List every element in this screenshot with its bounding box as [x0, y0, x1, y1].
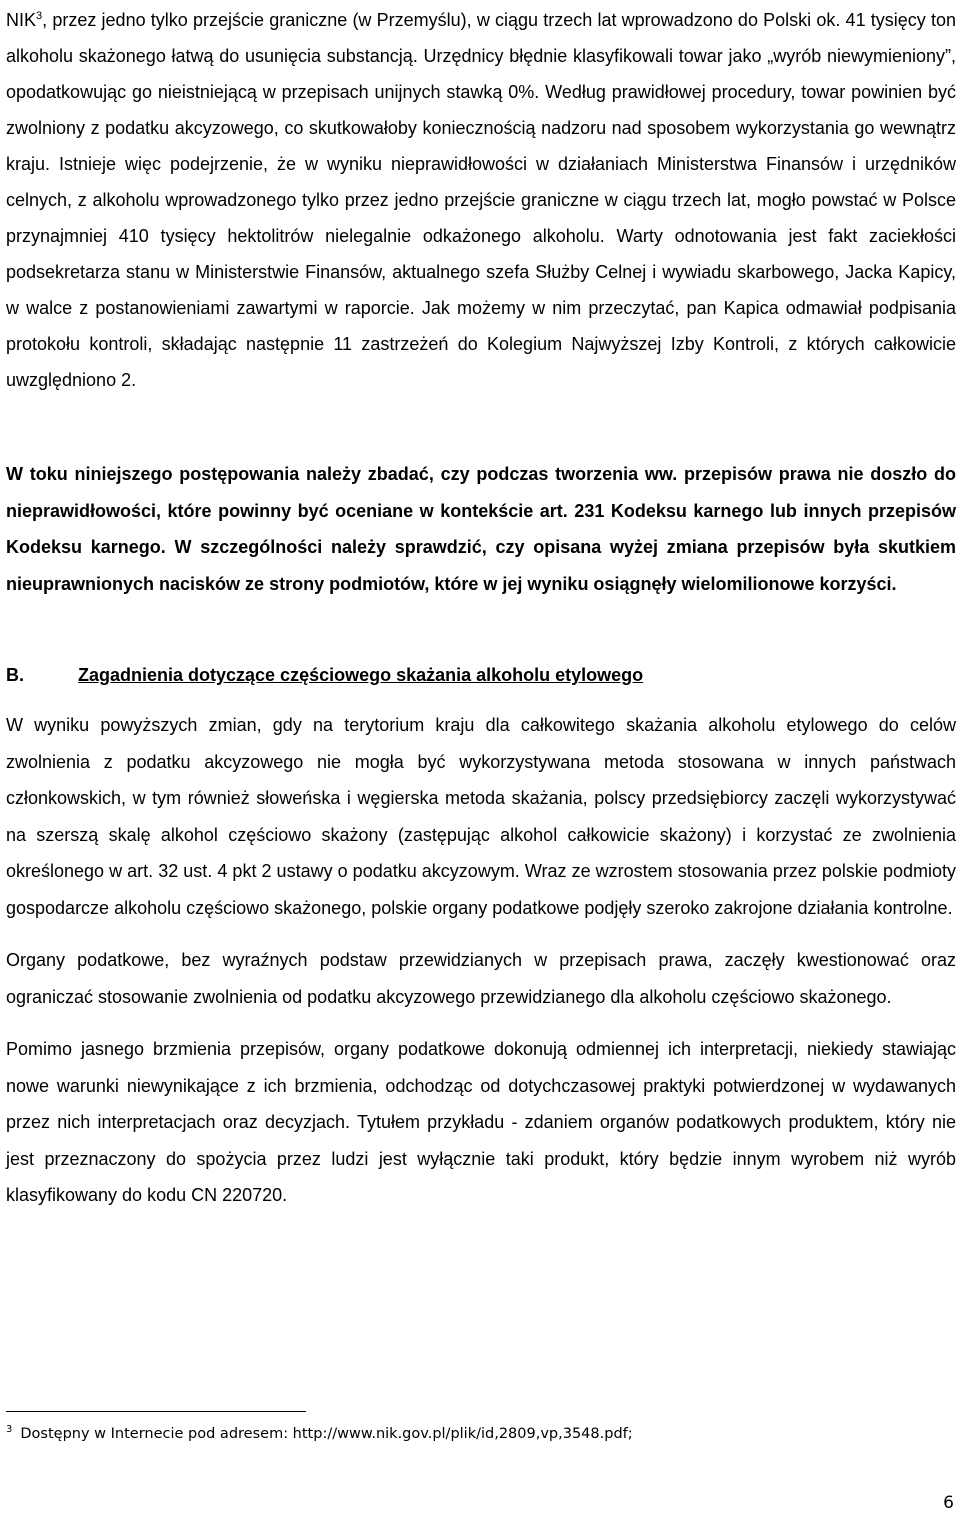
footnote [6, 1424, 633, 1444]
spacer [6, 602, 956, 663]
paragraph-investigation-request: W toku niniejszego postępowania należy zbadać, czy podczas tworzenia ww. przepisów prawa nie doszło do nieprawidłowości, które powinny być oceniane w kontekście art. 231 Kodeksu karnego lub innych przepisów Kodeksu karnego. W szczególności należy sprawdzić, czy opisana wyżej zmiana przepisów była skutkiem nieuprawnionych nacisków ze strony podmiotów, które w jej wyniku osiągnęły wielomilionowe korzyści. [6, 464, 956, 594]
footnote-reference[interactable]: 3 [36, 10, 43, 22]
footnote-text[interactable]: Dostępny w Internecie pod adresem: http://www.nik.gov.pl/plik/id,2809,vp,3548.pdf; [20, 1426, 633, 1442]
spacer [6, 398, 956, 456]
paragraph-nik-report [6, 2, 956, 398]
section-title: Zagadnienia dotyczące częściowego skażania alkoholu etylowego [78, 665, 644, 685]
document-page [6, 0, 956, 1214]
page-number: 6 [943, 1493, 954, 1513]
spacer [6, 687, 956, 707]
footnote-separator [6, 1411, 306, 1412]
section-letter: B. [6, 665, 24, 685]
footnote-marker: 3 [6, 1424, 13, 1436]
spacer [6, 1015, 956, 1031]
paragraph-lead: NIK [6, 10, 37, 30]
paragraph-tax-authorities: Organy podatkowe, bez wyraźnych podstaw przewidzianych w przepisach prawa, zaczęły kwestionować oraz ograniczać stosowanie zwolnienia od podatku akcyzowego przewidzianego dla alkoholu częściowo skażonego. [6, 950, 956, 1007]
paragraph-interpretation: Pomimo jasnego brzmienia przepisów, organy podatkowe dokonują odmiennej ich interpretacji, niekiedy stawiając nowe warunki niewynikające z ich brzmienia, odchodząc od dotychczasowej praktyki potwierdzonej w wydawanych przez nich interpretacjach oraz decyzjach. Tytułem przykładu - zdaniem organów podatkowych produktem, który nie jest przeznaczony do spożycia przez ludzi jest wyłącznie taki produkt, który będzie innym wyrobem niż wyrób klasyfikowany do kodu CN 220720. [6, 1039, 956, 1205]
paragraph-partial-denaturing: W wyniku powyższych zmian, gdy na terytorium kraju dla całkowitego skażania alkoholu etylowego do celów zwolnienia z podatku akcyzowego nie mogła być wykorzystywana metoda stosowana w innych państwach członkowskich, w tym również słoweńska i węgierska metoda skażania, polscy przedsiębiorcy zaczęli wykorzystywać na szerszą skalę alkohol częściowo skażony (zastępując alkohol całkowicie skażony) i korzystać ze zwolnienia określonego w art. 32 ust. 4 pkt 2 ustawy o podatku akcyzowym. Wraz ze wzrostem stosowania przez polskie podmioty gospodarcze alkoholu częściowo skażonego, polskie organy podatkowe podjęły szeroko zakrojone działania kontrolne. [6, 715, 956, 918]
paragraph-body: , przez jedno tylko przejście graniczne (w Przemyślu), w ciągu trzech lat wprowadzono do Polski ok. 41 tysięcy ton alkoholu skażonego łatwą do usunięcia substancją. Urzędnicy błędnie klasyfikowali towar jako „wyrób niewymieniony”, opodatkowując go nieistniejącą w przepisach unijnych stawką 0%. Według prawidłowej procedury, towar powinien być zwolniony z podatku akcyzowego, co skutkowałoby koniecznością nadzoru nad sposobem wykorzystania go wewnątrz kraju. Istnieje więc podejrzenie, że w wyniku nieprawidłowości w działaniach Ministerstwa Finansów i urzędników celnych, z alkoholu wprowadzonego tylko przez jedno przejście graniczne w ciągu trzech lat, mogło powstać w Polsce przynajmniej 410 tysięcy hektolitrów nielegalnie odkażonego alkoholu. Warty odnotowania jest fakt zaciekłości podsekretarza stanu w Ministerstwie Finansów, aktualnego szefa Służby Celnej i wywiadu skarbowego, Jacka Kapicy, w walce z postanowieniami zawartymi w raporcie. Jak możemy w nim przeczytać, pan Kapica odmawiał podpisania protokołu kontroli, składając następnie 11 zastrzeżeń do Kolegium Najwyższej Izby Kontroli, z których całkowicie uwzględniono 2. [6, 10, 956, 390]
section-heading [6, 663, 956, 687]
spacer [6, 926, 956, 942]
